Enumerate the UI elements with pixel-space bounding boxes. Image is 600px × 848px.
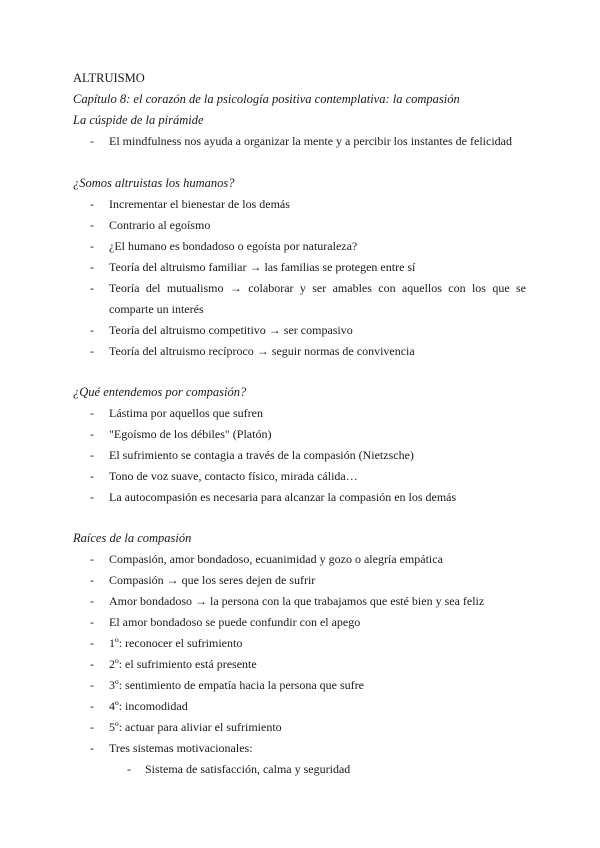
bullet-dash: - <box>90 636 94 650</box>
list-item-text: 1º: reconocer el sufrimiento <box>109 636 243 650</box>
bullet-dash: - <box>90 239 94 253</box>
section-heading-cuspide: La cúspide de la pirámide <box>73 113 204 127</box>
list-item-text: Teoría del altruismo recíproco → seguir normas de convivencia <box>109 344 415 358</box>
list-item-text-mutualismo-continued: comparte un interés <box>109 302 204 316</box>
section-heading-compasion: ¿Qué entendemos por compasión? <box>73 385 247 399</box>
bullet-dash: - <box>90 699 94 713</box>
list-item-text: 2º: el sufrimiento está presente <box>109 657 257 671</box>
bullet-dash: - <box>90 281 94 295</box>
bullet-dash: - <box>90 490 94 504</box>
list-item-text: Tono de voz suave, contacto físico, mirada cálida… <box>109 469 358 483</box>
bullet-dash: - <box>90 594 94 608</box>
list-item-text: Compasión → que los seres dejen de sufrir <box>109 573 316 587</box>
list-item-text: Compasión, amor bondadoso, ecuanimidad y gozo o alegría empática <box>109 552 443 566</box>
list-item-text: La autocompasión es necesaria para alcanzar la compasión en los demás <box>109 490 457 504</box>
bullet-dash: - <box>90 344 94 358</box>
bullet-dash: - <box>127 762 131 776</box>
list-item-text: El sufrimiento se contagia a través de la compasión (Nietzsche) <box>109 448 414 462</box>
bullet-dash: - <box>90 573 94 587</box>
list-item-text: 5º: actuar para aliviar el sufrimiento <box>109 720 282 734</box>
list-item-text: Amor bondadoso → la persona con la que trabajamos que esté bien y sea feliz <box>109 594 485 608</box>
list-item-text: El amor bondadoso se puede confundir con el apego <box>109 615 361 629</box>
bullet-dash: - <box>90 678 94 692</box>
list-item-text: Teoría del altruismo familiar → las familias se protegen entre sí <box>109 260 416 274</box>
list-item-text: 3º: sentimiento de empatía hacia la persona que sufre <box>109 678 364 692</box>
bullet-dash: - <box>90 615 94 629</box>
sub-list-item-text: Sistema de satisfacción, calma y seguridad <box>145 762 351 776</box>
bullet-dash: - <box>90 197 94 211</box>
list-item-text: Teoría del altruismo competitivo → ser compasivo <box>109 323 353 337</box>
section-heading-altruistas: ¿Somos altruistas los humanos? <box>73 176 235 190</box>
bullet-dash: - <box>90 469 94 483</box>
section-heading-raices: Raíces de la compasión <box>73 531 192 545</box>
bullet-dash: - <box>90 323 94 337</box>
bullet-dash: - <box>90 741 94 755</box>
bullet-dash: - <box>90 448 94 462</box>
bullet-dash: - <box>90 427 94 441</box>
list-item-text-mutualismo: Teoría del mutualismo → colaborar y ser amables con aquellos con los que se <box>109 281 526 295</box>
bullet-dash: - <box>90 134 94 148</box>
bullet-dash: - <box>90 218 94 232</box>
list-item-text: Lástima por aquellos que sufren <box>109 406 263 420</box>
bullet-dash: - <box>90 657 94 671</box>
list-item-text: 4º: incomodidad <box>109 699 188 713</box>
list-item-text: Tres sistemas motivacionales: <box>109 741 253 755</box>
bullet-dash: - <box>90 260 94 274</box>
bullet-dash: - <box>90 720 94 734</box>
bullet-dash: - <box>90 406 94 420</box>
list-item-text: Incrementar el bienestar de los demás <box>109 197 290 211</box>
chapter-heading: Capítulo 8: el corazón de la psicología positiva contemplativa: la compasión <box>73 92 460 106</box>
bullet-dash: - <box>90 552 94 566</box>
list-item-text: ¿El humano es bondadoso o egoísta por naturaleza? <box>109 239 358 253</box>
document-title: ALTRUISMO <box>73 71 145 85</box>
list-item-text: Contrario al egoísmo <box>109 218 211 232</box>
list-item-text: El mindfulness nos ayuda a organizar la mente y a percibir los instantes de felicidad <box>109 134 512 148</box>
list-item-text: "Egoísmo de los débiles" (Platón) <box>109 427 272 441</box>
